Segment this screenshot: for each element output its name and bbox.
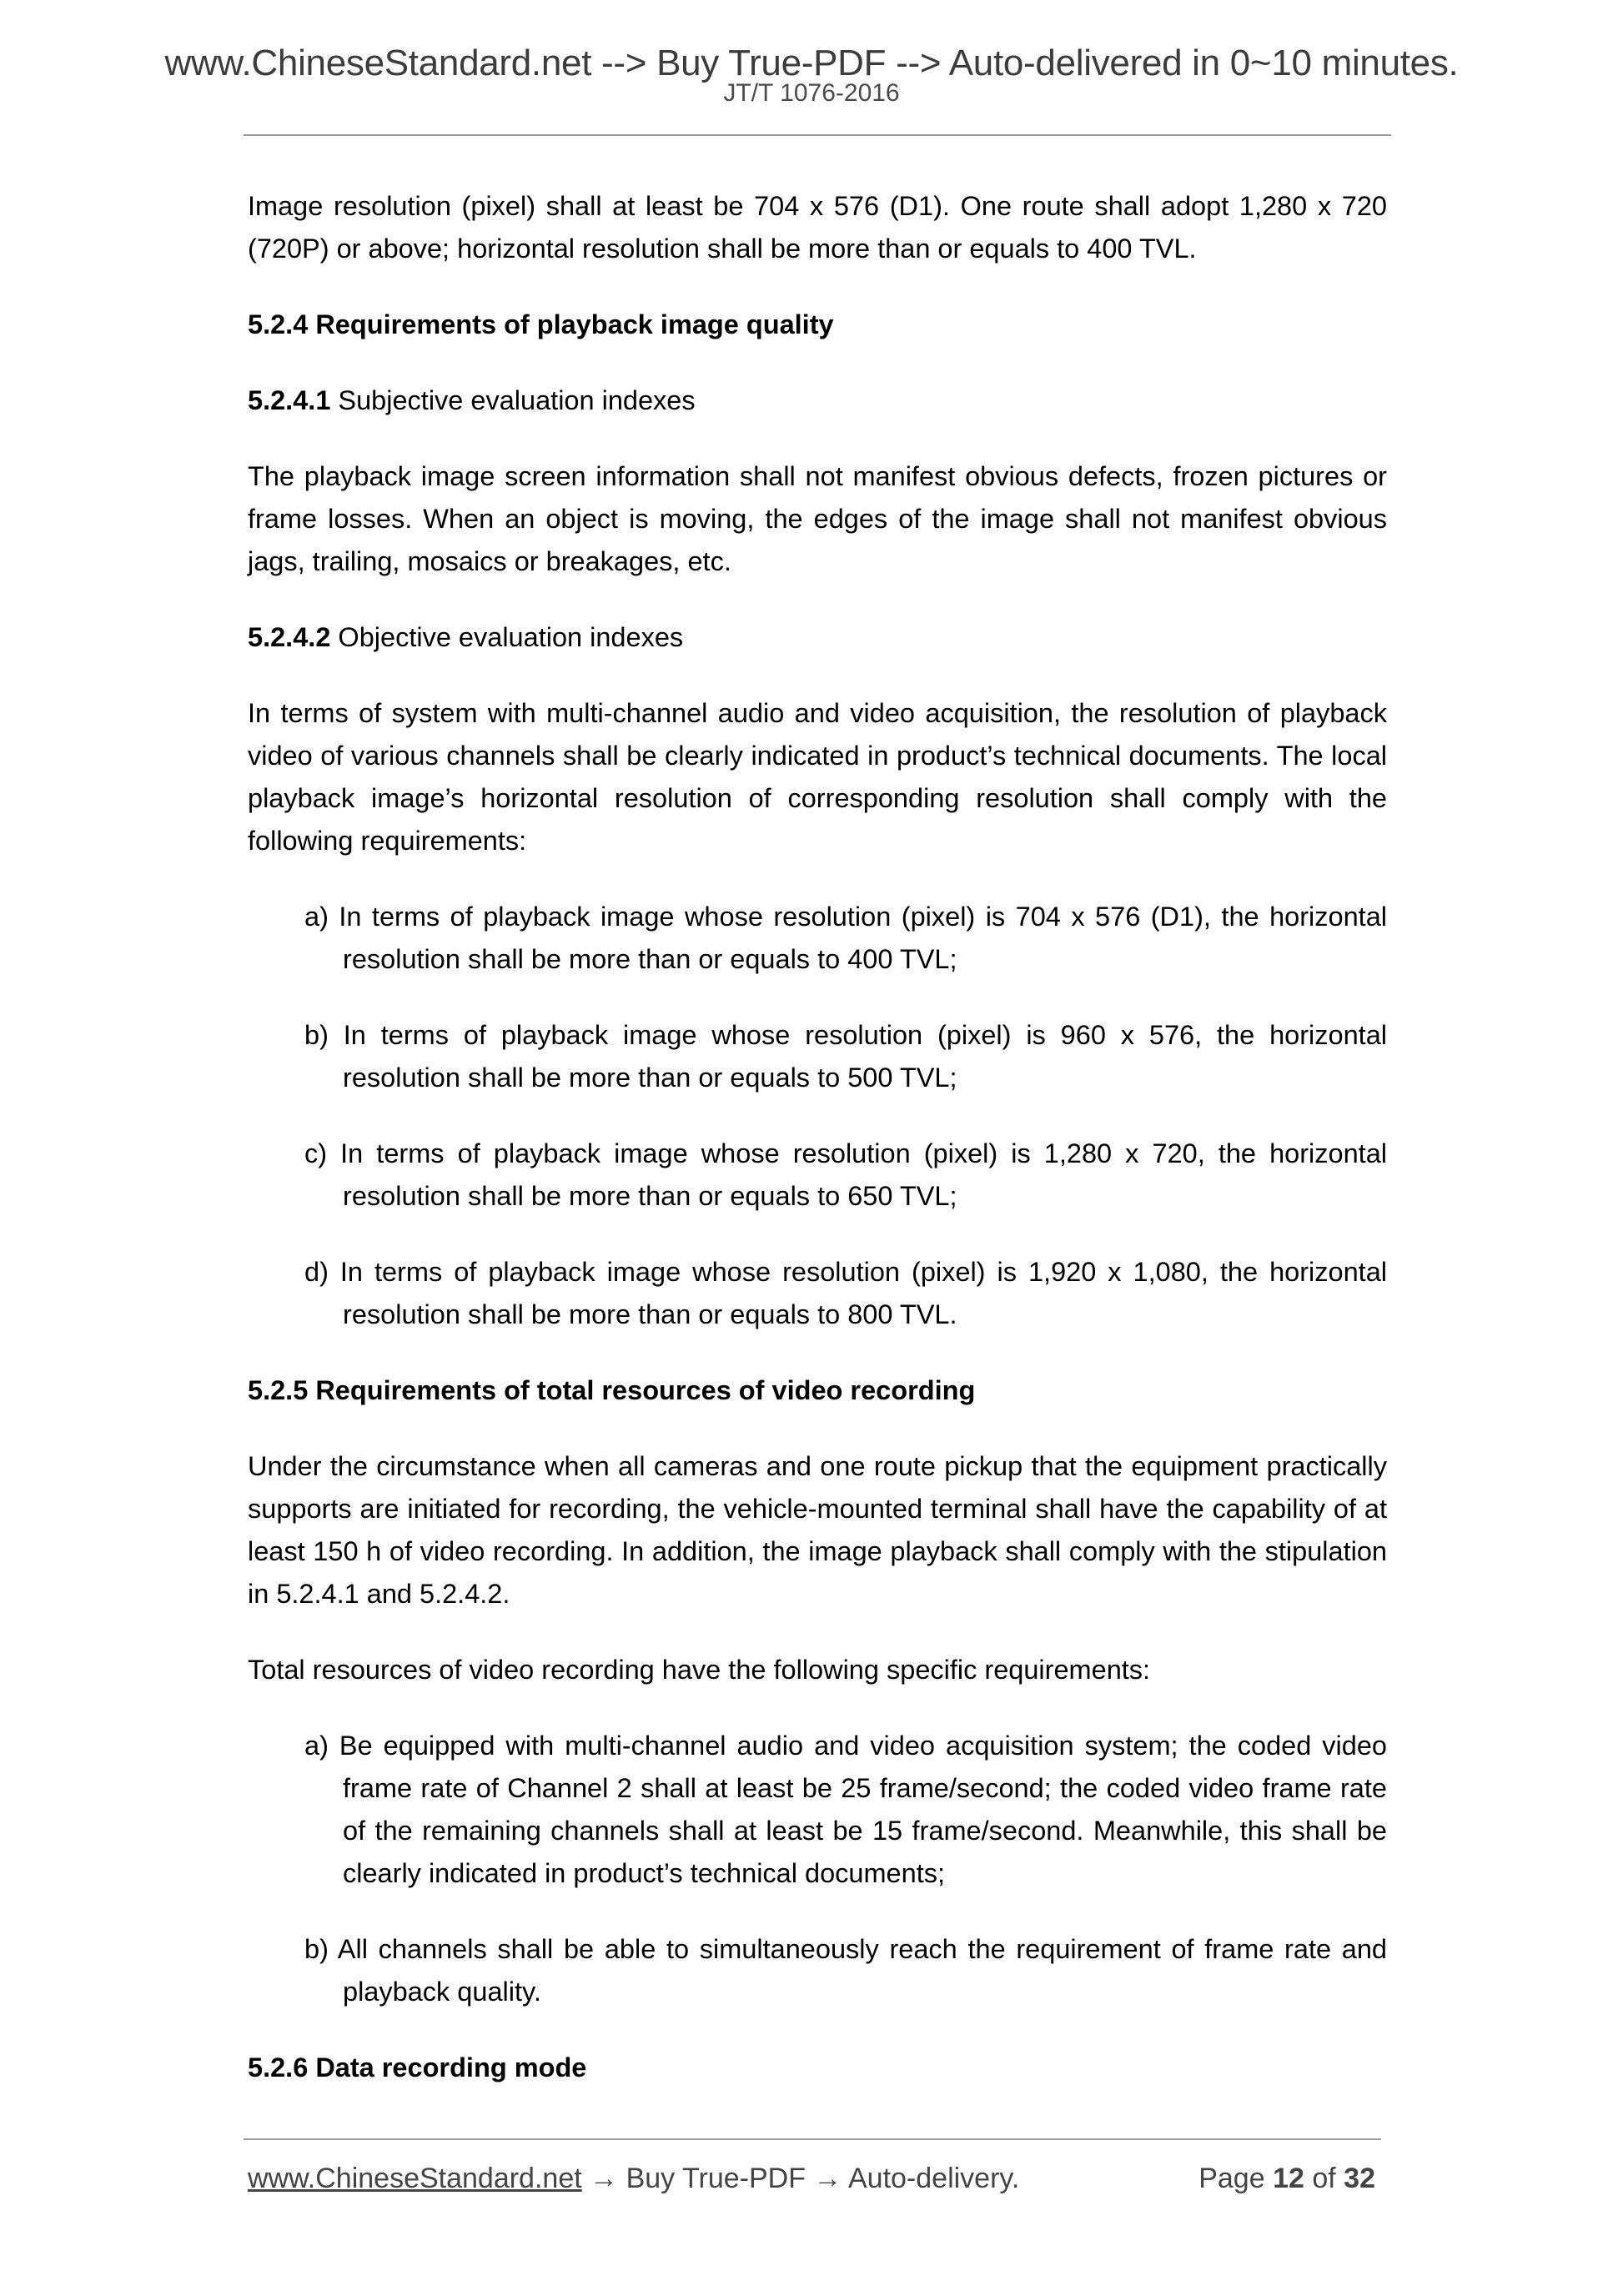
list-item-a: a) Be equipped with multi-channel audio and video acquisition system; the coded video frame rate of Channel 2 shall at least be 25 frame/second; the coded video frame rate of the remaining channels shall at least be 15 frame/second. Meanwhile, this shall be clearly indicated in product’s technical documents; bbox=[304, 1731, 1387, 1888]
section-heading-5-2-6: 5.2.6 Data recording mode bbox=[248, 2052, 587, 2082]
list-item-b: b) In terms of playback image whose resolution (pixel) is 960 x 576, the horizontal resolution shall be more than or equals to 500 TVL; bbox=[304, 1020, 1387, 1093]
recording-resources-paragraph: Under the circumstance when all cameras and one route pickup that the equipment practically supports are initiated for recording, the vehicle-mounted terminal shall have the capability of at least 150 h of video recording. In addition, the image playback shall comply with the stipulation in 5.2.4.1 and 5.2.4.2. bbox=[248, 1451, 1387, 1609]
objective-evaluation-paragraph: In terms of system with multi-channel audio and video acquisition, the resolution of playback video of various channels shall be clearly indicated in product’s technical documents. The local playback image’s horizontal resolution of corresponding resolution shall comply with the following requirements: bbox=[248, 698, 1387, 856]
footer-divider bbox=[244, 2138, 1381, 2140]
subsection-number: 5.2.4.2 bbox=[248, 622, 331, 652]
footer-trail-text: → Buy True-PDF → Auto-delivery. bbox=[581, 2163, 1020, 2194]
subsection-title: Subjective evaluation indexes bbox=[330, 385, 696, 415]
section-heading-5-2-5: 5.2.5 Requirements of total resources of video recording bbox=[248, 1375, 976, 1405]
document-body bbox=[248, 185, 1387, 2123]
subsection-number: 5.2.4.1 bbox=[248, 385, 331, 415]
list-item-d: d) In terms of playback image whose resolution (pixel) is 1,920 x 1,080, the horizontal resolution shall be more than or equals to 800 TVL. bbox=[304, 1257, 1387, 1329]
list-item-a: a) In terms of playback image whose resolution (pixel) is 704 x 576 (D1), the horizontal resolution shall be more than or equals to 400 TVL; bbox=[304, 902, 1387, 974]
intro-paragraph: Image resolution (pixel) shall at least be 704 x 576 (D1). One route shall adopt 1,280 x 720 (720P) or above; horizontal resolution shall be more than or equals to 400 TVL. bbox=[248, 191, 1387, 264]
subsection-heading-5-2-4-1 bbox=[248, 379, 1387, 422]
header-divider bbox=[244, 134, 1391, 136]
list-item-c: c) In terms of playback image whose resolution (pixel) is 1,280 x 720, the horizontal resolution shall be more than or equals to 650 TVL; bbox=[304, 1138, 1387, 1211]
header-banner: www.ChineseStandard.net --> Buy True-PDF --> Auto-delivered in 0~10 minutes. bbox=[164, 43, 1459, 83]
subsection-title: Objective evaluation indexes bbox=[330, 622, 684, 652]
standard-code: JT/T 1076-2016 bbox=[723, 79, 900, 107]
specific-requirements-paragraph: Total resources of video recording have the following specific requirements: bbox=[248, 1655, 1151, 1685]
page-indicator bbox=[1198, 2162, 1375, 2195]
page-current: 12 bbox=[1273, 2163, 1304, 2194]
page-of: of bbox=[1312, 2163, 1336, 2194]
page-label: Page bbox=[1198, 2163, 1265, 2194]
page-total: 32 bbox=[1344, 2163, 1375, 2194]
subjective-evaluation-paragraph: The playback image screen information shall not manifest obvious defects, frozen pictures or frame losses. When an object is moving, the edges of the image shall not manifest obvious jags, trailing, mosaics or breakages, etc. bbox=[248, 461, 1387, 576]
footer-site-link[interactable]: www.ChineseStandard.net bbox=[248, 2163, 582, 2194]
subsection-heading-5-2-4-2 bbox=[248, 616, 1387, 659]
footer bbox=[248, 2162, 1382, 2195]
list-item-b: b) All channels shall be able to simultaneously reach the requirement of frame rate and playback quality. bbox=[304, 1934, 1387, 2007]
section-heading-5-2-4: 5.2.4 Requirements of playback image quality bbox=[248, 309, 834, 339]
